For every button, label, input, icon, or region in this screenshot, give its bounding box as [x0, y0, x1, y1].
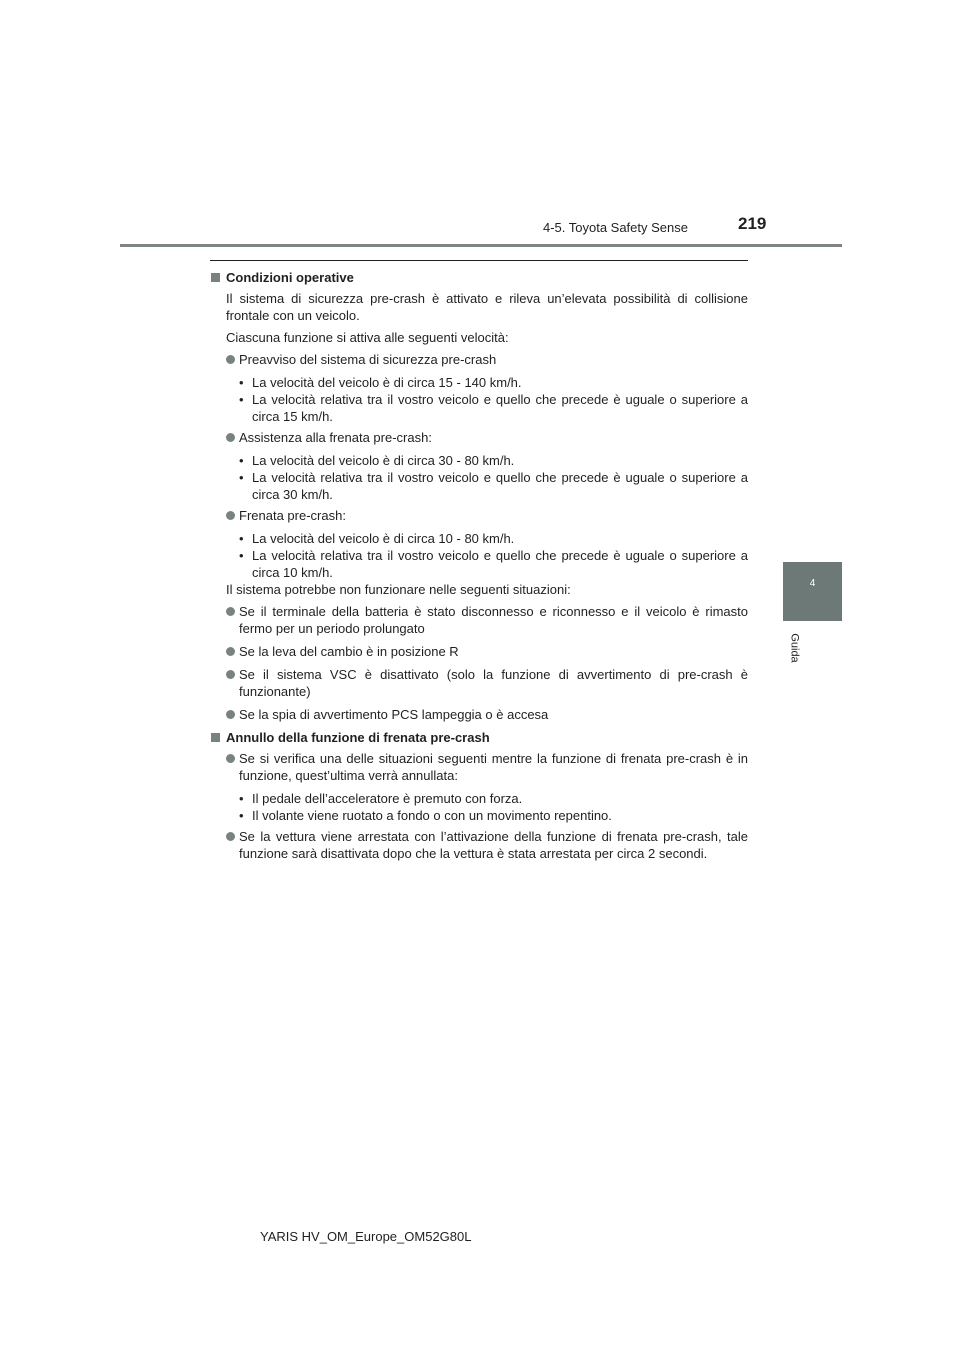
- content-top-rule: [210, 260, 748, 261]
- circle-bullet-icon: [226, 647, 235, 656]
- sub-item-text: La velocità del veicolo è di circa 15 - 140 km/h.: [252, 375, 522, 390]
- list-item: [211, 643, 748, 660]
- sub-item-text: La velocità del veicolo è di circa 30 - 80 km/h.: [252, 453, 515, 468]
- sub-item: [239, 530, 748, 547]
- dot-bullet-icon: •: [239, 470, 244, 485]
- dot-bullet-icon: •: [239, 392, 244, 407]
- chapter-label: [790, 630, 810, 674]
- list-item-text: Assistenza alla frenata pre-crash:: [239, 430, 432, 445]
- list-item-text: Preavviso del sistema di sicurezza pre-crash: [239, 352, 497, 367]
- section-heading-text: Condizioni operative: [226, 270, 354, 285]
- circle-bullet-icon: [226, 607, 235, 616]
- paragraph: Ciascuna funzione si attiva alle seguenti velocità:: [226, 330, 509, 345]
- circle-bullet-icon: [226, 710, 235, 719]
- circle-bullet-icon: [226, 355, 235, 364]
- paragraph: Il sistema potrebbe non funzionare nelle seguenti situazioni:: [226, 582, 571, 597]
- sub-item-text: Il volante viene ruotato a fondo o con un movimento repentino.: [252, 808, 612, 823]
- dot-bullet-icon: •: [239, 808, 244, 823]
- list-item: [211, 666, 748, 700]
- list-item: [211, 429, 748, 446]
- list-item: [211, 706, 748, 723]
- sub-item-text: La velocità relativa tra il vostro veicolo e quello che precede è uguale o superiore a circa 10 km/h.: [252, 548, 748, 580]
- sub-list: [211, 530, 748, 581]
- dot-bullet-icon: •: [239, 375, 244, 390]
- section-heading: [211, 729, 748, 746]
- sub-item-text: La velocità relativa tra il vostro veicolo e quello che precede è uguale o superiore a circa 15 km/h.: [252, 392, 748, 424]
- sub-item: [239, 374, 748, 391]
- sub-item: [239, 391, 748, 425]
- list-item-text: Frenata pre-crash:: [239, 508, 346, 523]
- list-item: [211, 750, 748, 784]
- page-number: 219: [738, 214, 767, 233]
- circle-bullet-icon: [226, 511, 235, 520]
- list-item: [211, 828, 748, 862]
- circle-bullet-icon: [226, 670, 235, 679]
- sub-item: [239, 790, 748, 807]
- list-item-text: Se il sistema VSC è disattivato (solo la funzione di avvertimento di pre-crash è funzionante): [239, 667, 748, 699]
- sub-item: [239, 452, 748, 469]
- header-section-title: 4-5. Toyota Safety Sense: [542, 220, 688, 235]
- dot-bullet-icon: •: [239, 453, 244, 468]
- paragraph: Il sistema di sicurezza pre-crash è attivato e rileva un’elevata possibilità di collisione frontale con un veicolo.: [226, 291, 748, 323]
- dot-bullet-icon: •: [239, 531, 244, 546]
- list-item-text: Se la spia di avvertimento PCS lampeggia o è accesa: [239, 707, 549, 722]
- header-rule: [120, 244, 842, 247]
- square-bullet-icon: [211, 733, 220, 742]
- list-item: [211, 603, 748, 637]
- sub-item-text: La velocità relativa tra il vostro veicolo e quello che precede è uguale o superiore a circa 30 km/h.: [252, 470, 748, 502]
- chapter-label-text: Guida: [788, 633, 801, 663]
- circle-bullet-icon: [226, 832, 235, 841]
- dot-bullet-icon: •: [239, 791, 244, 806]
- circle-bullet-icon: [226, 754, 235, 763]
- section-heading: [211, 269, 748, 286]
- sub-item: [239, 807, 748, 824]
- section-heading-text: Annullo della funzione di frenata pre-crash: [226, 730, 490, 745]
- chapter-tab: 4: [783, 562, 842, 621]
- list-item: [211, 507, 748, 524]
- sub-item: [239, 469, 748, 503]
- circle-bullet-icon: [226, 433, 235, 442]
- list-item-text: Se la vettura viene arrestata con l’attivazione della funzione di frenata pre-crash, tale funzione sarà disattivata dopo che la vettura è stata arrestata per circa 2 secondi.: [239, 829, 748, 861]
- list-item-text: Se la leva del cambio è in posizione R: [239, 644, 459, 659]
- sub-item-text: La velocità del veicolo è di circa 10 - 80 km/h.: [252, 531, 515, 546]
- list-item: [211, 351, 748, 368]
- sub-list: [211, 790, 748, 824]
- footer-doc-id: YARIS HV_OM_Europe_OM52G80L: [260, 1229, 472, 1244]
- sub-list: [211, 452, 748, 503]
- page-content: [211, 269, 748, 868]
- sub-item-text: Il pedale dell’acceleratore è premuto con forza.: [252, 791, 523, 806]
- square-bullet-icon: [211, 273, 220, 282]
- sub-list: [211, 374, 748, 425]
- list-item-text: Se si verifica una delle situazioni seguenti mentre la funzione di frenata pre-crash è in funzione, quest’ultima verrà annullata:: [239, 751, 748, 783]
- sub-item: [239, 547, 748, 581]
- dot-bullet-icon: •: [239, 548, 244, 563]
- list-item-text: Se il terminale della batteria è stato disconnesso e riconnesso e il veicolo è rimasto fermo per un periodo prolungato: [239, 604, 748, 636]
